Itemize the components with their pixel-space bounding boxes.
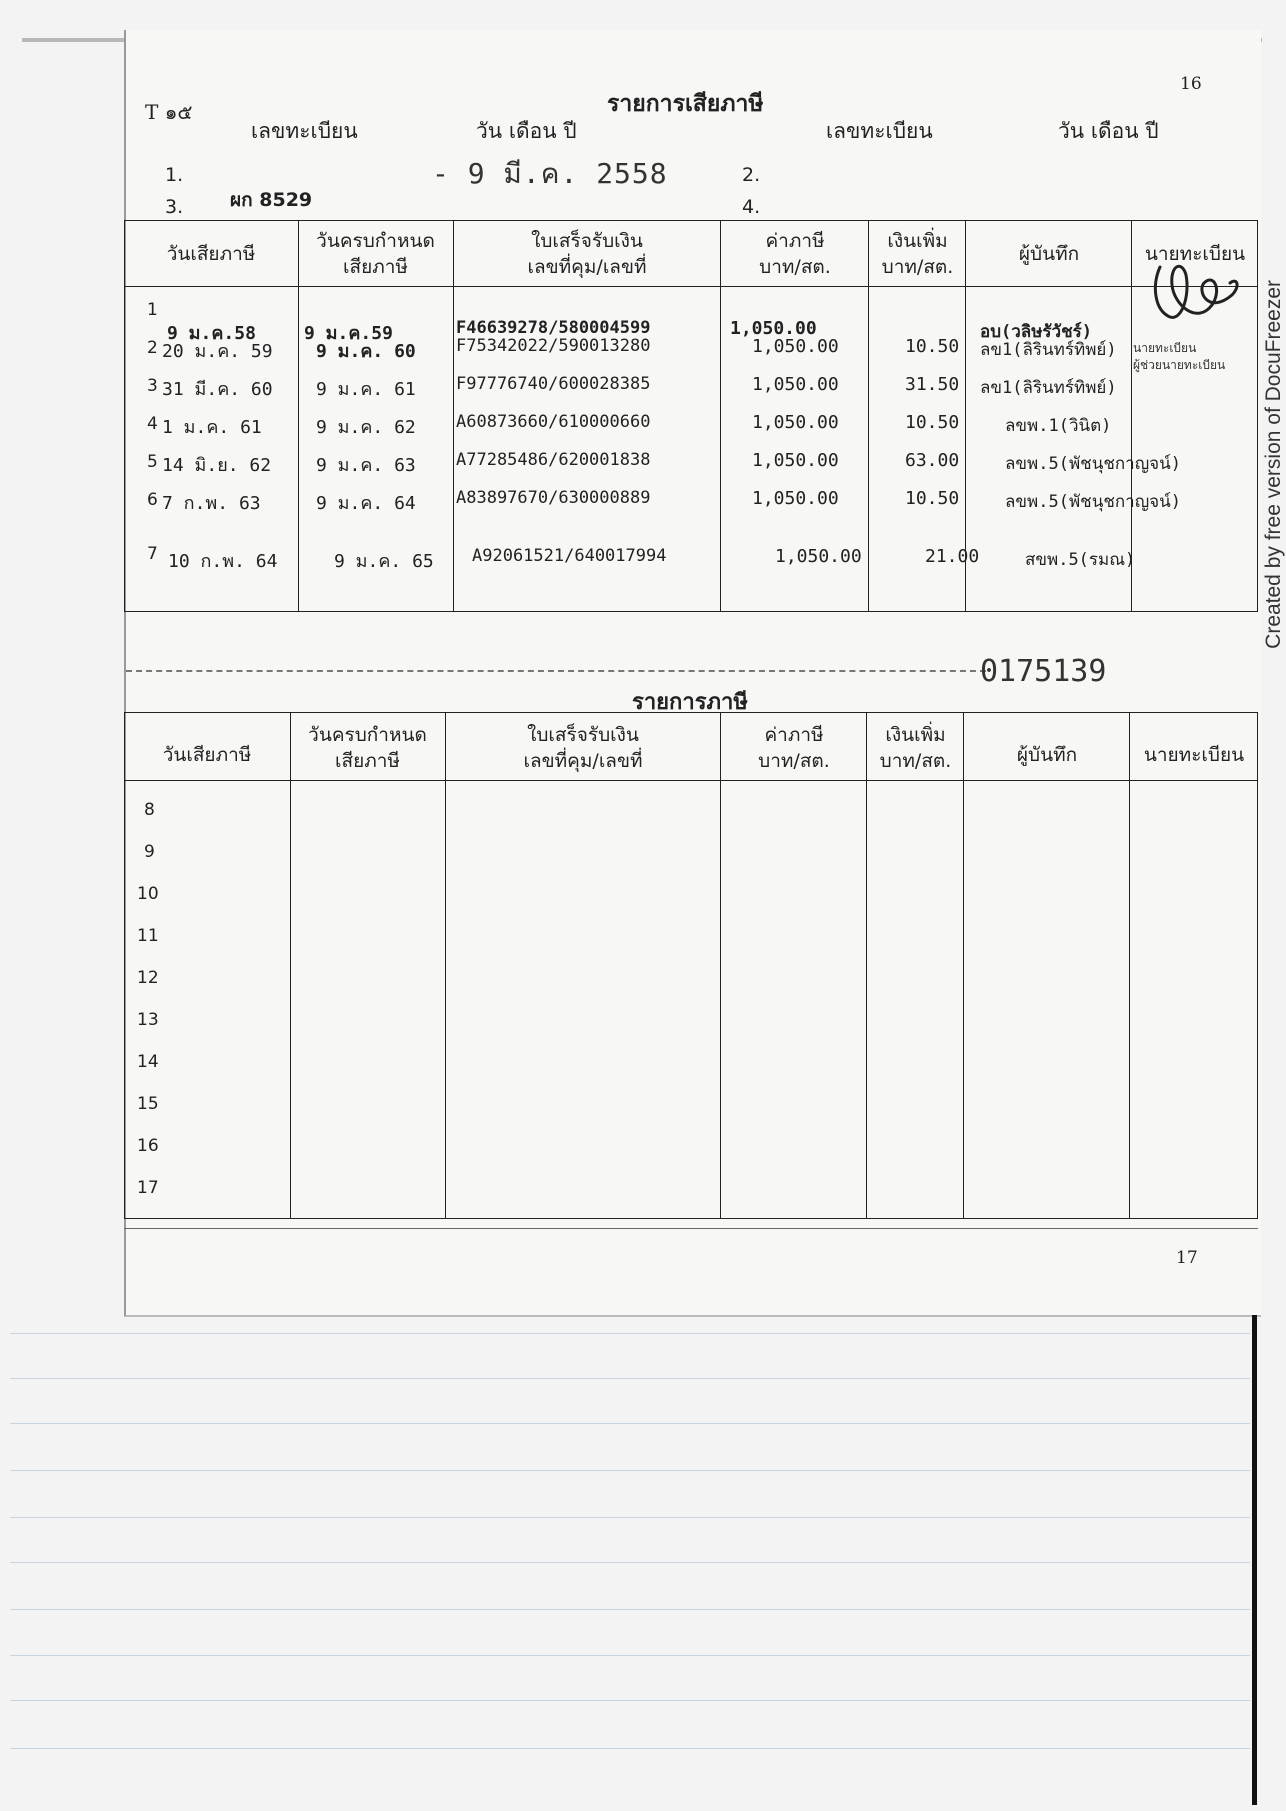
col-header-recorder: ผู้บันทึก [1016, 744, 1078, 766]
ruled-line [10, 1700, 1250, 1701]
tax-section-title: รายการเสียภาษี [607, 91, 764, 117]
row-paid-date: 7 ก.พ. 63 [162, 493, 261, 514]
col-header-recorder: ผู้บันทึก [1018, 243, 1080, 265]
row-number: 12 [137, 968, 159, 988]
registrar-signature-icon [1142, 255, 1252, 335]
row-tax: 1,050.00 [730, 318, 817, 339]
row-receipt: A92061521/640017994 [472, 546, 667, 566]
row-paid-date: 14 มิ.ย. 62 [162, 455, 272, 476]
page-bottom-rule [124, 1228, 1258, 1229]
col-header-fine-amount: เงินเพิ่ม บาท/สต. [881, 230, 954, 278]
col-header-fine-amount: เงินเพิ่ม บาท/สต. [879, 724, 952, 772]
row-due-date: 9 ม.ค. 63 [316, 455, 416, 476]
row-number: 1 [147, 300, 158, 320]
row-tax: 1,050.00 [752, 412, 839, 433]
row-tax: 1,050.00 [752, 336, 839, 357]
row-paid-date: 9 ม.ค.58 [167, 323, 256, 344]
row-due-date: 9 ม.ค. 65 [334, 551, 434, 572]
row-receipt: A77285486/620001838 [456, 450, 651, 470]
license-plate: ผก 8529 [230, 189, 313, 211]
row-fine: 21.00 [925, 546, 980, 567]
row-recorder: ลขพ.1(วินิต) [1005, 416, 1112, 436]
ruled-line [10, 1517, 1250, 1518]
reg-date-handwritten: - 9 มี.ค. 2558 [432, 157, 668, 190]
row-number: 11 [137, 926, 159, 946]
row-fine: 10.50 [905, 412, 960, 433]
row-recorder: สขพ.5(รมณ) [1025, 550, 1136, 570]
row-tax: 1,050.00 [752, 450, 839, 471]
row-number: 5 [147, 452, 158, 472]
ruled-line [10, 1655, 1250, 1656]
col-header-tax-amount: ค่าภาษี บาท/สต. [759, 230, 831, 278]
ruled-line [10, 1748, 1250, 1749]
row-recorder: ลข1(ลิรินทร์ทิพย์) [980, 378, 1117, 398]
row-number: 8 [144, 800, 155, 820]
col-header-paid-date: วันเสียภาษี [162, 744, 252, 766]
reg-header-right: เลขทะเบียน [826, 119, 933, 143]
ruled-line [10, 1423, 1250, 1424]
row-receipt: F46639278/580004599 [456, 318, 651, 338]
ruled-line [10, 1470, 1250, 1471]
row-number: 2 [147, 338, 158, 358]
col-header-registrar: นายทะเบียน [1144, 243, 1246, 265]
row-recorder: ลข1(ลิรินทร์ทิพย์) [980, 340, 1117, 360]
row-receipt: F97776740/600028385 [456, 374, 651, 394]
row-number: 9 [144, 842, 155, 862]
row-number: 4 [147, 414, 158, 434]
row-paid-date: 10 ก.พ. 64 [168, 551, 278, 572]
row-fine: 63.00 [905, 450, 960, 471]
row-due-date: 9 ม.ค. 60 [316, 341, 416, 362]
ruled-line [10, 1378, 1250, 1379]
row-number: 17 [137, 1178, 159, 1198]
row-paid-date: 31 มี.ค. 60 [162, 379, 273, 400]
col-header-due-date: วันครบกำหนด เสียภาษี [316, 230, 435, 278]
row-number: 7 [147, 544, 158, 564]
date-header-right: วัน เดือน ปี [1058, 119, 1159, 143]
corner-mark: T ๑๕ [145, 100, 193, 124]
watermark-text: Created by free version of DocuFreezer [1262, 280, 1285, 649]
row-recorder: อบ(วลิษรัวัชร์) [980, 322, 1092, 342]
row-tax: 1,050.00 [775, 546, 862, 567]
reg-line-number: 1. [165, 164, 184, 186]
ruled-line [10, 1609, 1250, 1610]
registrar-stamp-line: นายทะเบียน [1133, 341, 1197, 355]
row-receipt: A83897670/630000889 [456, 488, 651, 508]
row-receipt: F75342022/590013280 [456, 336, 651, 356]
tax-table-lower [124, 712, 1258, 1219]
col-header-tax-amount: ค่าภาษี บาท/สต. [758, 724, 830, 772]
row-number: 6 [147, 490, 158, 510]
perforation-line [126, 670, 986, 672]
col-header-due-date: วันครบกำหนด เสียภาษี [308, 724, 427, 772]
row-recorder: ลขพ.5(พัชนุชกาญจน์) [1005, 492, 1181, 512]
binding-edge [1252, 1315, 1257, 1805]
row-fine: 10.50 [905, 336, 960, 357]
row-number: 14 [137, 1052, 159, 1072]
row-number: 3 [147, 376, 158, 396]
row-number: 13 [137, 1010, 159, 1030]
reg-line-number: 2. [742, 164, 761, 186]
reg-line-number: 4. [742, 196, 761, 218]
serial-number: 0175139 [980, 654, 1107, 689]
col-header-registrar: นายทะเบียน [1143, 744, 1245, 766]
reg-header-left: เลขทะเบียน [251, 119, 358, 143]
row-due-date: 9 ม.ค.59 [304, 323, 393, 344]
row-tax: 1,050.00 [752, 374, 839, 395]
row-paid-date: 20 ม.ค. 59 [162, 341, 273, 362]
date-header-left: วัน เดือน ปี [476, 119, 577, 143]
ruled-line [10, 1562, 1250, 1563]
row-tax: 1,050.00 [752, 488, 839, 509]
row-receipt: A60873660/610000660 [456, 412, 651, 432]
col-header-paid-date: วันเสียภาษี [166, 243, 256, 265]
row-paid-date: 1 ม.ค. 61 [162, 417, 262, 438]
reg-line-number: 3. [165, 196, 184, 218]
tax-section-2-title: รายการภาษี [632, 690, 748, 715]
row-number: 10 [137, 884, 159, 904]
row-due-date: 9 ม.ค. 64 [316, 493, 416, 514]
page-number-bottom: 17 [1176, 1248, 1198, 1268]
row-fine: 10.50 [905, 488, 960, 509]
col-header-receipt: ใบเสร็จรับเงิน เลขที่คุม/เลขที่ [523, 724, 643, 772]
row-due-date: 9 ม.ค. 62 [316, 417, 416, 438]
col-header-receipt: ใบเสร็จรับเงิน เลขที่คุม/เลขที่ [527, 230, 647, 278]
row-fine: 31.50 [905, 374, 960, 395]
row-number: 16 [137, 1136, 159, 1156]
ruled-line [10, 1333, 1250, 1334]
row-due-date: 9 ม.ค. 61 [316, 379, 416, 400]
registrar-stamp-line: ผู้ช่วยนายทะเบียน [1133, 358, 1226, 372]
page-number-top: 16 [1180, 74, 1202, 94]
row-number: 15 [137, 1094, 159, 1114]
row-recorder: ลขพ.5(พัชนุชกาญจน์) [1005, 454, 1181, 474]
